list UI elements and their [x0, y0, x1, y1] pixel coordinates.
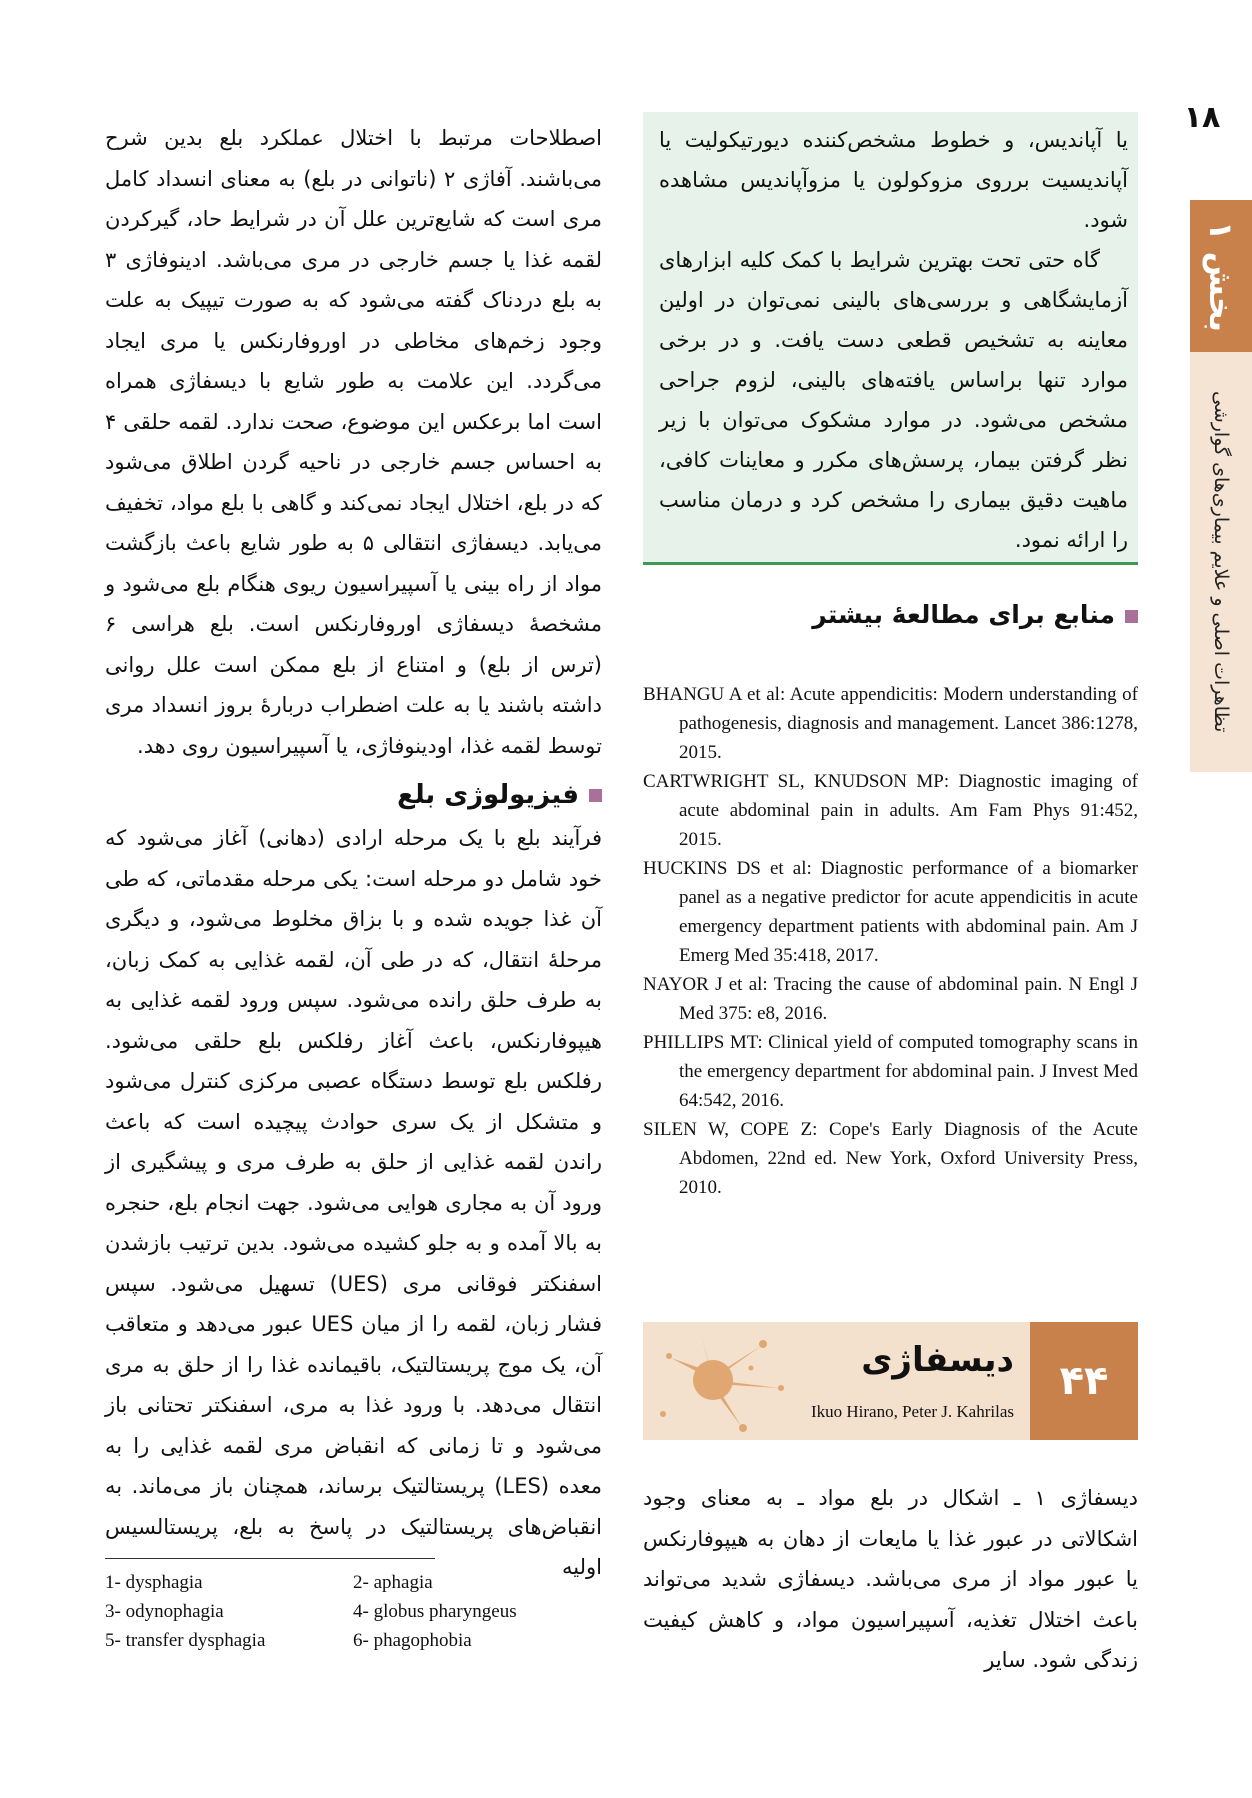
chapter-intro	[643, 1478, 1138, 1681]
section-strip	[1190, 352, 1252, 772]
intro-paragraph: دیسفاژی ۱ ـ اشکال در بلع مواد ـ به معنای وجود اشکالاتی در عبور غذا یا مایعات از دهان به هیپوفارنکس یا عبور مواد از مری می‌باشد. دیسفاژی شدید می‌تواند باعث اختلال تغذیه، آسپیراسیون مواد، و کاهش کیفیت زندگی شود. سایر	[643, 1486, 1138, 1672]
physiology-heading	[105, 780, 602, 810]
footnote-item: 3- odynophagia	[105, 1601, 224, 1622]
chapter-title: دیسفاژی	[861, 1340, 1014, 1380]
reference-item: CARTWRIGHT SL, KNUDSON MP: Diagnostic imaging of acute abdominal pain in adults. Am Fam Phys 91:452, 2015.	[643, 771, 1138, 850]
chapter-authors: Ikuo Hirano, Peter J. Kahrilas	[810, 1402, 1014, 1421]
reference-item: SILEN W, COPE Z: Cope's Early Diagnosis of the Acute Abdomen, 22nd ed. New York, Oxford University Press, 2010.	[643, 1119, 1138, 1198]
chapter-banner	[643, 1322, 1138, 1440]
footnote-item: 6- phagophobia	[353, 1630, 472, 1651]
section-tab	[1190, 200, 1252, 352]
references-list	[643, 680, 1138, 1202]
reference-item: NAYOR J et al: Tracing the cause of abdominal pain. N Engl J Med 375: e8, 2016.	[643, 974, 1138, 1024]
physiology-heading-text: فیزیولوژی بلع	[397, 780, 579, 810]
square-bullet-icon	[589, 789, 602, 802]
reference-item: PHILLIPS MT: Clinical yield of computed tomography scans in the emergency department for abdominal pain. J Invest Med 64:542, 2016.	[643, 1032, 1138, 1111]
summary-paragraph: گاه حتی تحت بهترین شرایط با کمک کلیه ابزارهای آزمایشگاهی و بررسی‌های بالینی نمی‌توان در اولین معاینه به تشخیص قطعی دست یافت. و در برخی موارد تنها براساس یافته‌های بالینی، لزوم جراحی مشخص می‌شود. در موارد مشکوک می‌توان با زیر نظر گرفتن بیمار، پرسش‌های مکرر و معاینات کافی، ماهیت دقیق بیماری را مشخص کرد و درمان مناسب را ارائه نمود.	[659, 248, 1128, 552]
reference-item: HUCKINS DS et al: Diagnostic performance of a biomarker panel as a negative predictor for acute appendicitis in acute emergency department patients with abdominal pain. Am J Emerg Med 35:418, 2017.	[643, 858, 1138, 966]
square-bullet-icon	[1125, 610, 1138, 623]
footnote-item: 5- transfer dysphagia	[105, 1630, 266, 1651]
physiology-paragraph: فرآیند بلع با یک مرحله ارادی (دهانی) آغاز می‌شود که خود شامل دو مرحله است: یکی مرحله مقدماتی، که طی آن غذا جویده شده و با بزاق مخلوط می‌شود، و دیگری مرحلهٔ انتقال، که در طی آن، لقمه غذایی به کمک زبان، به طرف حلق رانده می‌شود. سپس ورود لقمه غذایی به هیپوفارنکس، باعث آغاز رفلکس بلع حلقی می‌شود. رفلکس بلع توسط دستگاه عصبی مرکزی کنترل می‌شود و متشکل از یک سری حوادث پیچیده است که باعث راندن لقمه غذایی از حلق به طرف مری و پیشگیری از ورود آن به مجاری هوایی می‌شود. جهت انجام بلع، حنجره به بالا آمده و به جلو کشیده می‌شود. بدین ترتیب بازشدن اسفنکتر فوقانی مری (UES) تسهیل می‌شود. سپس فشار زبان، لقمه را از میان UES عبور می‌دهد و متعاقب آن، یک موج پریستالتیک، باقیمانده غذا را از حلق به مری انتقال می‌دهد. با ورود غذا به مری، اسفنکتر تحتانی باز می‌شود و تا زمانی که انقباض مری لقمه غذایی را به معده (LES) پریستالتیک برساند، همچنان باز می‌ماند. به انقباض‌های پریستالتیک در پاسخ به بلع، پریستالسیس اولیه	[105, 826, 602, 1579]
footnote-item: 2- aphagia	[353, 1572, 433, 1593]
references-heading	[643, 600, 1138, 629]
footnotes	[105, 1568, 602, 1655]
section-strip-label: تظاهرات اصلی و علایم بیماری‌های گوارشی	[1210, 391, 1232, 733]
chapter-number: ۴۴	[1030, 1322, 1138, 1440]
terms-paragraph: اصطلاحات مرتبط با اختلال عملکرد بلع بدین شرح می‌باشند. آفاژی ۲ (ناتوانی در بلع) به معنای انسداد کامل مری است که شایع‌ترین علل آن در شرایط حاد، گیرکردن لقمه غذا یا جسم خارجی در مری می‌باشد. ادینوفاژی ۳ به بلع دردناک گفته می‌شود که به صورت تیپیک به علت وجود زخم‌های مخاطی در اوروفارنکس یا مری ایجاد می‌گردد. این علامت به طور شایع با دیسفاژی همراه است اما برعکس این موضوع، صحت ندارد. لقمه حلقی ۴ به احساس جسم خارجی در ناحیه گردن اطلاق می‌شود که در بلع، اختلال ایجاد نمی‌کند و گاهی با بلع مواد، تخفیف می‌یابد. دیسفاژی انتقالی ۵ به طور شایع باعث بازگشت مواد از راه بینی یا آسپیراسیون ریوی هنگام بلع می‌شود و مشخصهٔ دیسفاژی اوروفارنکس است. بلع هراسی ۶ (ترس از بلع) و امتناع از بلع ممکن است علل روانی داشته باشند یا به علت اضطراب دربارهٔ بروز انسداد مری توسط لقمه غذا، اودینوفاژی، یا آسپیراسیون روی دهد.	[105, 126, 602, 758]
references-heading-text: منابع برای مطالعهٔ بیشتر	[812, 600, 1115, 629]
left-column	[105, 118, 602, 1588]
footnote-item: 4- globus pharyngeus	[353, 1601, 517, 1622]
footnote-item: 1- dysphagia	[105, 1572, 203, 1593]
summary-box	[643, 112, 1138, 565]
footnote-divider	[105, 1558, 435, 1559]
ink-splash-icon	[651, 1328, 791, 1434]
page-number: ۱۸	[1183, 100, 1221, 135]
reference-item: BHANGU A et al: Acute appendicitis: Modern understanding of pathogenesis, diagnosis and management. Lancet 386:1278, 2015.	[643, 684, 1138, 763]
section-tab-label: بخش ۱	[1202, 220, 1240, 332]
summary-paragraph: یا آپاندیس، و خطوط مشخص‌کننده دیورتیکولیت یا آپاندیسیت برروی مزوکولون یا مزوآپاندیس مشاهده شود.	[659, 128, 1128, 232]
